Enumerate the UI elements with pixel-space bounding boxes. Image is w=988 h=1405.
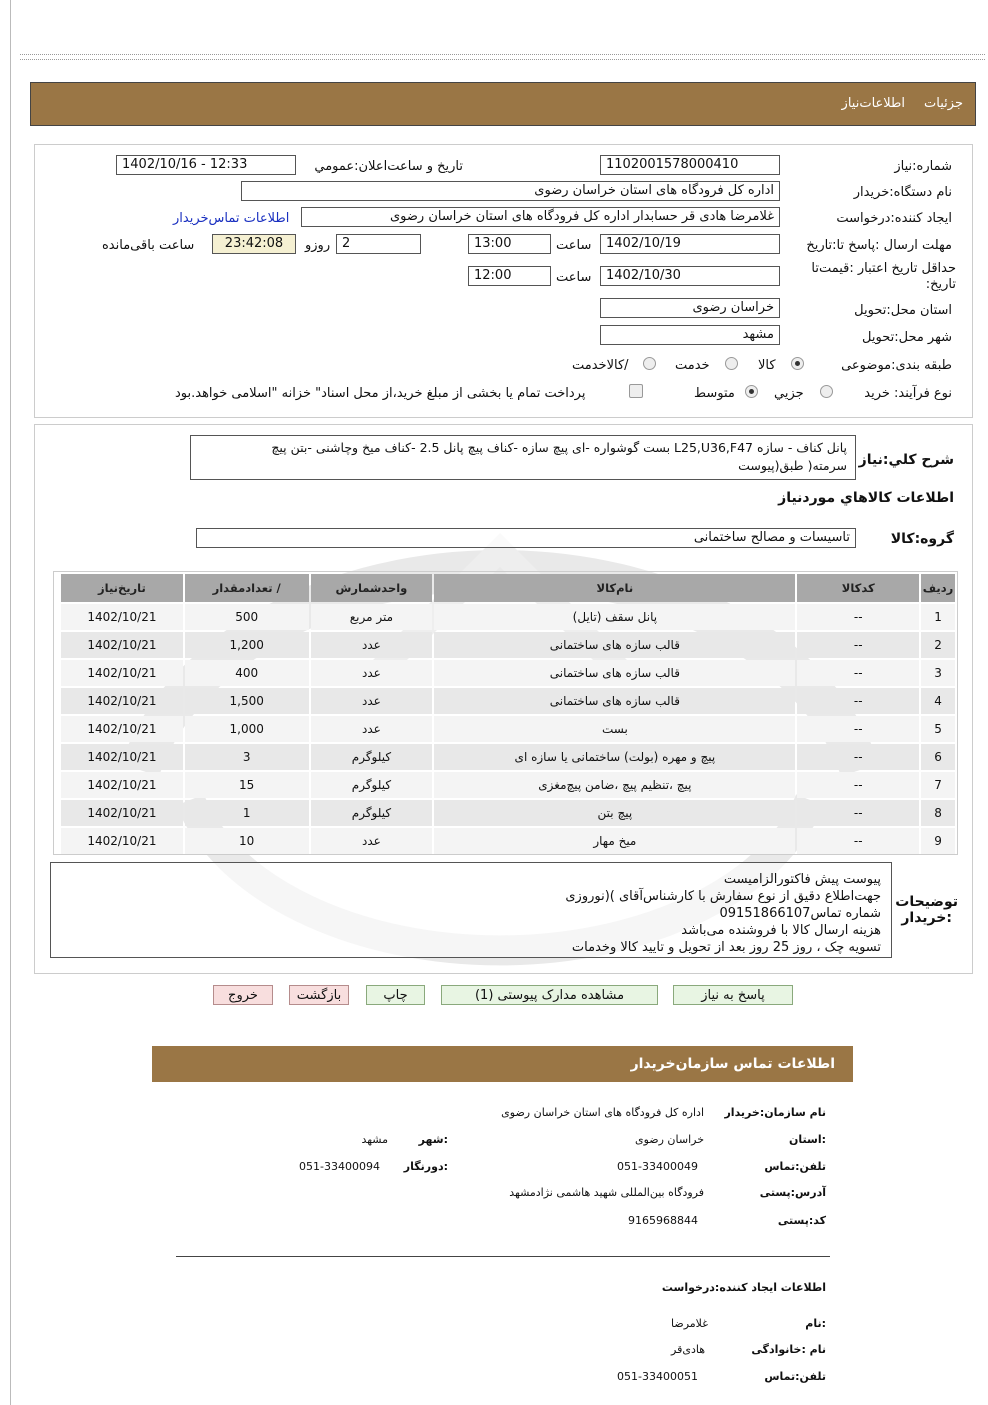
announce-field: 1402/10/16 - 12:33: [116, 155, 296, 175]
cell-date: 1402/10/21: [61, 744, 183, 770]
payment-note: پرداخت تمام یا بخشی از مبلغ خرید،از محل اسناد" خزانه "اسلامی خواهد.بود: [175, 386, 586, 401]
buyer-notes-label-2: :خریدار: [901, 910, 952, 926]
radio-goods-label: کالا: [758, 358, 776, 373]
cell-row: 3: [921, 660, 955, 686]
cell-row: 8: [921, 800, 955, 826]
need-number-label: شماره:نیاز: [894, 159, 952, 174]
cell-unit: کیلوگرم: [311, 800, 433, 826]
goods-group-field: تاسیسات و مصالح ساختمانی: [196, 528, 856, 548]
cell-date: 1402/10/21: [61, 800, 183, 826]
cell-name: قالب سازه های ساختمانی: [434, 688, 795, 714]
contact-city-label: :شهر: [418, 1133, 448, 1146]
cell-code: --: [797, 688, 919, 714]
contact-divider: [176, 1256, 830, 1257]
cell-name: قالب سازه های ساختمانی: [434, 632, 795, 658]
cell-code: --: [797, 716, 919, 742]
need-number-field: 1102001578000410: [600, 155, 780, 175]
process-label: نوع فرآیند: خرید: [864, 386, 952, 401]
contact-address-label: آدرس:پستی: [759, 1186, 826, 1199]
summary-line-1: پانل کناف - سازه L25,U36,F47 بست گوشواره -ای پیچ سازه -کناف پیچ پانل 2.5 -کناف میخ وچاشنی -بتن پیچ: [271, 440, 847, 455]
cell-qty: 10: [185, 828, 309, 854]
cell-name: پیچ بتن: [434, 800, 795, 826]
tab-details[interactable]: جزئیات: [924, 96, 963, 111]
exit-button[interactable]: خروج: [213, 985, 273, 1005]
table-row: [61, 772, 955, 798]
items-table-wrap: [53, 571, 958, 855]
contact-province-value: خراسان رضوی: [634, 1133, 704, 1146]
note-line: شماره تماس09151866107: [719, 906, 881, 921]
goods-group-label: گروه:کالا: [890, 531, 954, 547]
cell-name: بست: [434, 716, 795, 742]
contact-phone-value: 051-33400049: [617, 1160, 698, 1173]
contact-city-value: مشهد: [361, 1133, 388, 1146]
items-table-header: [61, 574, 955, 602]
org-label: نام سازمان:خریدار: [724, 1106, 826, 1119]
tab-need-info[interactable]: اطلاعات‌نیاز: [841, 96, 905, 111]
cell-unit: کیلوگرم: [311, 772, 433, 798]
back-button[interactable]: بازگشت: [289, 985, 349, 1005]
creator-name-label: :نام: [805, 1317, 826, 1330]
buyer-notes-label: [895, 894, 958, 926]
left-border-line: [10, 0, 11, 1405]
creator-family-label: نام :خانوادگی: [751, 1343, 826, 1356]
contact-header-bar: [152, 1046, 853, 1082]
cell-code: --: [797, 660, 919, 686]
creator-field: غلامرضا هادی قر حسابدار اداره کل فرودگاه های استان خراسان رضوی: [301, 207, 780, 227]
radio-goods[interactable]: [791, 357, 804, 370]
top-dotted-divider: [20, 54, 985, 60]
cell-unit: عدد: [311, 828, 433, 854]
cell-row: 7: [921, 772, 955, 798]
cell-date: 1402/10/21: [61, 632, 183, 658]
cell-date: 1402/10/21: [61, 604, 183, 630]
buyer-notes-label-1: توضیحات: [895, 894, 958, 910]
cell-code: --: [797, 604, 919, 630]
days-label: روزو: [305, 238, 331, 253]
contact-postal-label: کد:پستی: [777, 1214, 826, 1227]
creator-label: ایجاد کننده:درخواست: [836, 211, 952, 226]
cell-unit: عدد: [311, 660, 433, 686]
note-line: پیوست پیش فاکتورالزامیست: [723, 872, 881, 887]
cell-date: 1402/10/21: [61, 828, 183, 854]
cell-unit: عدد: [311, 632, 433, 658]
items-table: [59, 572, 957, 856]
creator-family-value: هادی‌قر: [671, 1343, 705, 1356]
table-row: [61, 744, 955, 770]
cell-row: 9: [921, 828, 955, 854]
cell-row: 1: [921, 604, 955, 630]
creator-phone-value: 051-33400051: [617, 1370, 698, 1383]
cell-qty: 400: [185, 660, 309, 686]
cell-code: --: [797, 632, 919, 658]
reply-button[interactable]: پاسخ به نیاز: [673, 985, 793, 1005]
table-row: [61, 688, 955, 714]
note-line: هزینه ارسال کالا با فروشنده می‌باشد: [681, 923, 881, 938]
buyer-contact-link[interactable]: اطلاعات تماس‌خریدار: [173, 211, 290, 226]
note-line: تسویه چک ، روز 25 روز بعد از تحویل و تایید کالا وخدمات: [571, 940, 881, 955]
radio-medium-label: متوسط: [694, 386, 735, 401]
cell-code: --: [797, 828, 919, 854]
buyer-label: نام دستگاه:خریدار: [853, 185, 952, 200]
table-row: [61, 660, 955, 686]
col-code: کدکالا: [797, 574, 919, 602]
cell-name: میخ مهار: [434, 828, 795, 854]
radio-medium[interactable]: [745, 385, 758, 398]
summary-line-2: سرمته( طبق(پیوست: [738, 458, 847, 473]
cell-qty: 3: [185, 744, 309, 770]
contact-title: اطلاعات تماس سازمان‌خریدار: [630, 1056, 835, 1072]
contact-address-value: فرودگاه بین‌المللی شهید هاشمی نژادمشهد: [509, 1186, 704, 1199]
cell-unit: متر مربع: [311, 604, 433, 630]
radio-goods-service[interactable]: [643, 357, 656, 370]
cell-qty: 1,200: [185, 632, 309, 658]
cell-name: پیچ و مهره (بولت) ساختمانی یا سازه ای: [434, 744, 795, 770]
city-label: شهر محل:تحویل: [862, 330, 952, 345]
table-row: [61, 800, 955, 826]
cell-name: پیچ ،تنظیم پیچ ،ضامن پیچ‌مغزی: [434, 772, 795, 798]
cell-date: 1402/10/21: [61, 716, 183, 742]
validity-date-field: 1402/10/30: [600, 266, 780, 286]
cell-qty: 500: [185, 604, 309, 630]
col-name: نام‌کالا: [434, 574, 795, 602]
goods-info-label: اطلاعات کالاهاي مورد‌نیاز: [778, 490, 954, 506]
summary-label: شرح کلي:نیاز: [858, 452, 954, 468]
contact-postal-value: 9165968844: [628, 1214, 698, 1227]
cell-row: 5: [921, 716, 955, 742]
col-unit: واحد‌شمارش: [311, 574, 433, 602]
cell-qty: 1,500: [185, 688, 309, 714]
validity-time-field: 12:00: [468, 266, 551, 286]
summary-box: [190, 435, 856, 480]
remaining-time-label: ساعت باقی‌مانده: [102, 238, 195, 253]
print-button[interactable]: چاپ: [366, 985, 425, 1005]
org-value: اداره کل فرودگاه های استان خراسان رضوی: [501, 1106, 704, 1119]
cell-code: --: [797, 772, 919, 798]
buyer-field: اداره کل فرودگاه های استان خراسان رضوی: [241, 181, 780, 201]
buyer-notes-box: [50, 862, 892, 958]
contact-province-label: :استان: [789, 1133, 826, 1146]
treasury-checkbox[interactable]: [629, 384, 643, 398]
creator-name-value: غلامرضا: [671, 1317, 708, 1330]
radio-partial-label: جزيي: [774, 386, 804, 401]
radio-service-label: خدمت: [675, 358, 710, 373]
cell-row: 4: [921, 688, 955, 714]
validity-time-label: ساعت: [556, 270, 592, 285]
creator-info-title: اطلاعات ایجاد کننده:درخواست: [661, 1281, 826, 1294]
radio-goods-service-label: /کالاخدمت: [572, 358, 629, 373]
deadline-date-field: 1402/10/19: [600, 234, 780, 254]
contact-fax-value: 051-33400094: [299, 1160, 380, 1173]
view-attachments-button[interactable]: مشاهده مدارک پیوستی (1): [441, 985, 658, 1005]
province-label: استان محل:تحویل: [854, 303, 952, 318]
cell-row: 2: [921, 632, 955, 658]
cell-unit: عدد: [311, 716, 433, 742]
radio-partial[interactable]: [820, 385, 833, 398]
cell-qty: 15: [185, 772, 309, 798]
col-qty: / تعداد‌مقدار: [185, 574, 309, 602]
days-field: 2: [336, 234, 421, 254]
remaining-time-field: 23:42:08: [212, 234, 296, 254]
province-field: خراسان رضوی: [600, 298, 780, 318]
table-row: [61, 716, 955, 742]
deadline-time-field: 13:00: [468, 234, 551, 254]
cell-name: قالب سازه های ساختمانی: [434, 660, 795, 686]
cell-unit: کیلوگرم: [311, 744, 433, 770]
radio-service[interactable]: [725, 357, 738, 370]
city-field: مشهد: [600, 325, 780, 345]
validity-label: حداقل تاریخ اعتبار :قیمت‌تا تاریخ:: [811, 261, 956, 292]
cell-code: --: [797, 744, 919, 770]
cell-name: پانل سقف (تایل): [434, 604, 795, 630]
col-date: تاریخ‌نیاز: [61, 574, 183, 602]
col-row: ردیف: [921, 574, 955, 602]
page-header-bar: [30, 82, 976, 126]
creator-phone-label: تلفن:تماس: [764, 1370, 826, 1383]
contact-phone-label: تلفن:تماس: [764, 1160, 826, 1173]
cell-date: 1402/10/21: [61, 772, 183, 798]
table-row: [61, 828, 955, 854]
cell-unit: عدد: [311, 688, 433, 714]
deadline-time-label: ساعت: [556, 238, 592, 253]
note-line: جهت‌اطلاع دقیق از نوع سفارش با کارشناس‌آقای )(نوروزی: [565, 889, 881, 904]
cell-qty: 1,000: [185, 716, 309, 742]
category-label: طبقه بندی:موضوعی: [841, 358, 952, 373]
deadline-label: مهلت ارسال :پاسخ تا:تاریخ: [806, 238, 952, 253]
contact-fax-label: :دورنگار: [403, 1160, 448, 1173]
cell-date: 1402/10/21: [61, 688, 183, 714]
announce-label: تاریخ و ساعت‌اعلان:عمومي: [314, 159, 463, 174]
cell-code: --: [797, 800, 919, 826]
table-row: [61, 632, 955, 658]
cell-date: 1402/10/21: [61, 660, 183, 686]
table-row: [61, 604, 955, 630]
cell-row: 6: [921, 744, 955, 770]
cell-qty: 1: [185, 800, 309, 826]
